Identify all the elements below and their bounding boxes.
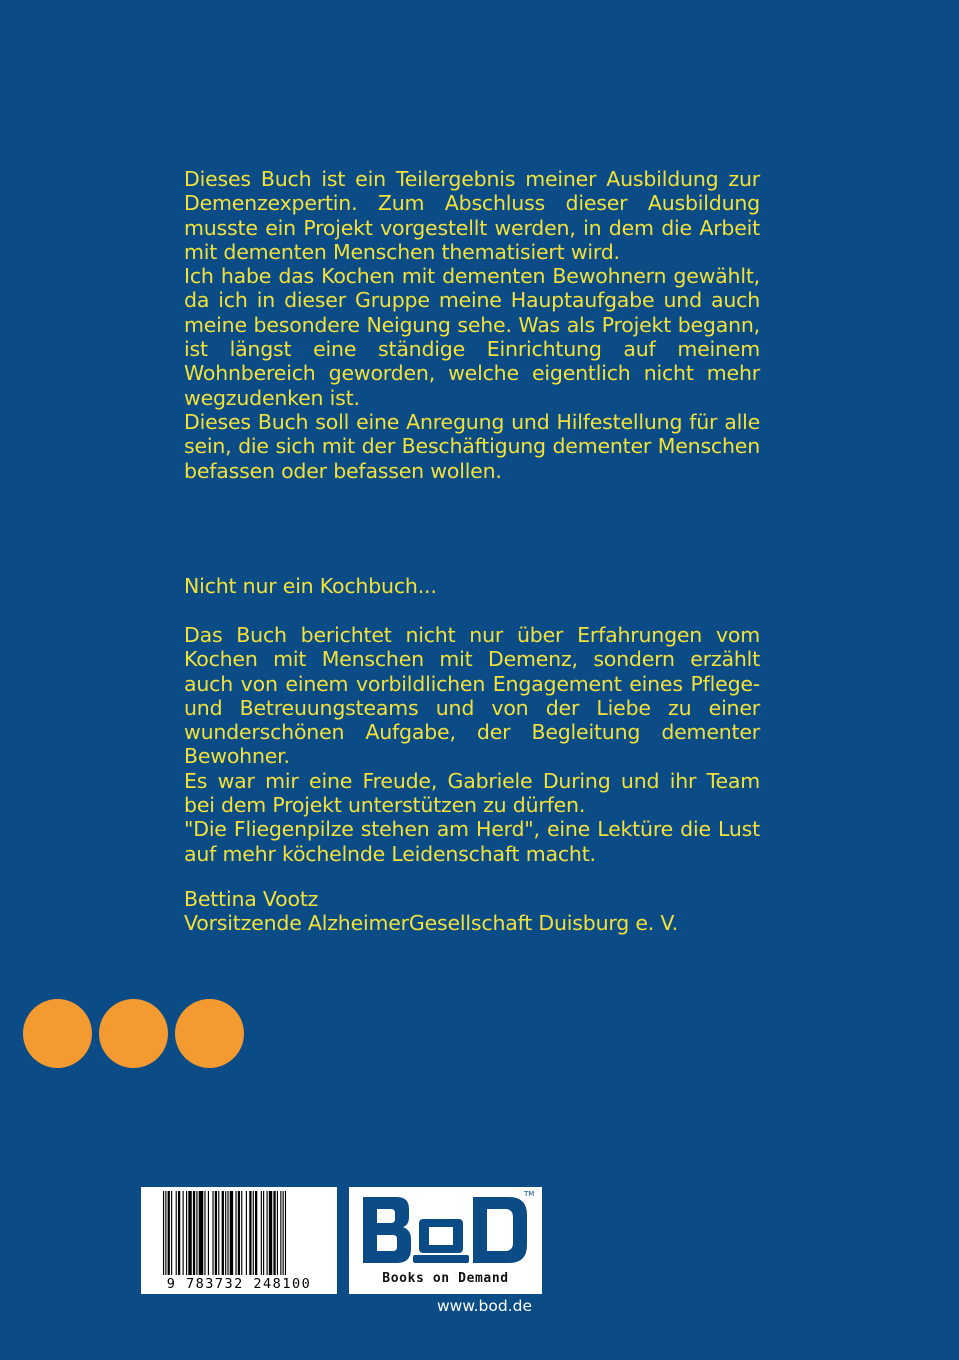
barcode-bar	[199, 1191, 204, 1275]
barcode-bar	[249, 1191, 251, 1275]
subtitle: Nicht nur ein Kochbuch...	[184, 574, 437, 598]
barcode-bar	[230, 1191, 233, 1275]
barcode-bar	[168, 1191, 170, 1275]
barcode-bars	[163, 1191, 315, 1275]
isbn-barcode	[141, 1187, 337, 1294]
barcode-bar	[283, 1191, 284, 1275]
orange-dot	[175, 999, 244, 1068]
barcode-bar	[193, 1191, 195, 1275]
bod-logo	[349, 1187, 542, 1294]
barcode-bar	[171, 1191, 172, 1275]
review-paragraph-1: Das Buch berichtet nicht nur über Erfahrungen vom Kochen mit Menschen mit Demenz, sondern erzählt auch von einem vorbildlichen Engagement eines Pflege- und Betreuungsteams und von der Liebe zu einer wunderschönen Aufgabe, der Begleitung dementer Bewohner.	[184, 623, 760, 769]
barcode-bar	[178, 1191, 180, 1275]
barcode-bar	[227, 1191, 228, 1275]
barcode-bar	[183, 1191, 184, 1275]
barcode-bar	[238, 1191, 240, 1275]
intro-paragraph-3: Dieses Buch soll eine Anregung und Hilfestellung für alle sein, die sich mit der Beschäftigung dementer Menschen befassen oder befassen wollen.	[184, 409, 760, 483]
isbn-digits: 9 783732 248100	[166, 1276, 312, 1292]
barcode-bar	[280, 1191, 281, 1275]
barcode-bar	[285, 1191, 286, 1275]
barcode-bar	[255, 1191, 257, 1275]
barcode-bar	[269, 1191, 272, 1275]
barcode-bar	[196, 1191, 197, 1275]
barcode-bar	[163, 1191, 164, 1275]
trademark-symbol: TM	[524, 1190, 535, 1198]
orange-dot	[23, 999, 92, 1068]
barcode-bar	[246, 1191, 247, 1275]
barcode-bar	[267, 1191, 268, 1275]
orange-dot	[99, 999, 168, 1068]
barcode-bar	[204, 1191, 205, 1275]
review-paragraph-2: Es war mir eine Freude, Gabriele During und ihr Team bei dem Projekt unterstützen zu dürfen.	[184, 768, 760, 818]
barcode-bar	[241, 1191, 242, 1275]
barcode-bar	[218, 1191, 219, 1275]
bod-logo-mark	[349, 1187, 542, 1271]
barcode-bar	[176, 1191, 177, 1275]
intro-paragraph-1: Dieses Buch ist ein Teilergebnis meiner Ausbildung zur Demenzexpertin. Zum Abschluss dieser Ausbildung musste ein Projekt vorgestellt werden, in dem die Arbeit mit dementen Menschen thematisiert wird.	[184, 167, 760, 264]
barcode-bar	[215, 1191, 217, 1275]
review-text	[184, 623, 760, 866]
signature-role: Vorsitzende AlzheimerGesellschaft Duisburg e. V.	[184, 911, 678, 936]
publisher-url: www.bod.de	[437, 1297, 532, 1315]
barcode-bar	[208, 1191, 209, 1275]
barcode-bar	[273, 1191, 275, 1275]
bod-tagline: Books on Demand	[382, 1271, 509, 1286]
signature-name: Bettina Vootz	[184, 887, 319, 911]
barcode-bar	[277, 1191, 278, 1275]
review-paragraph-3: "Die Fliegenpilze stehen am Herd", eine Lektüre die Lust auf mehr köchelnde Leidenschaft macht.	[184, 817, 760, 866]
barcode-bar	[225, 1191, 226, 1275]
barcode-bar	[188, 1191, 191, 1275]
barcode-bar	[186, 1191, 187, 1275]
barcode-bar	[165, 1191, 166, 1275]
signature	[184, 887, 760, 936]
barcode-bar	[253, 1191, 254, 1275]
barcode-bar	[263, 1191, 264, 1275]
intro-text	[184, 167, 760, 483]
barcode-bar	[222, 1191, 224, 1275]
barcode-bar	[235, 1191, 236, 1275]
barcode-bar	[212, 1191, 213, 1275]
barcode-bar	[261, 1191, 262, 1275]
intro-paragraph-2: Ich habe das Kochen mit dementen Bewohnern gewählt, da ich in dieser Gruppe meine Hauptaufgabe und auch meine besondere Neigung sehe. Was als Projekt begann, ist längst eine ständige Einrichtung auf meinem Wohnbereich geworden, welche eigentlich nicht mehr wegzudenken ist.	[184, 264, 760, 410]
